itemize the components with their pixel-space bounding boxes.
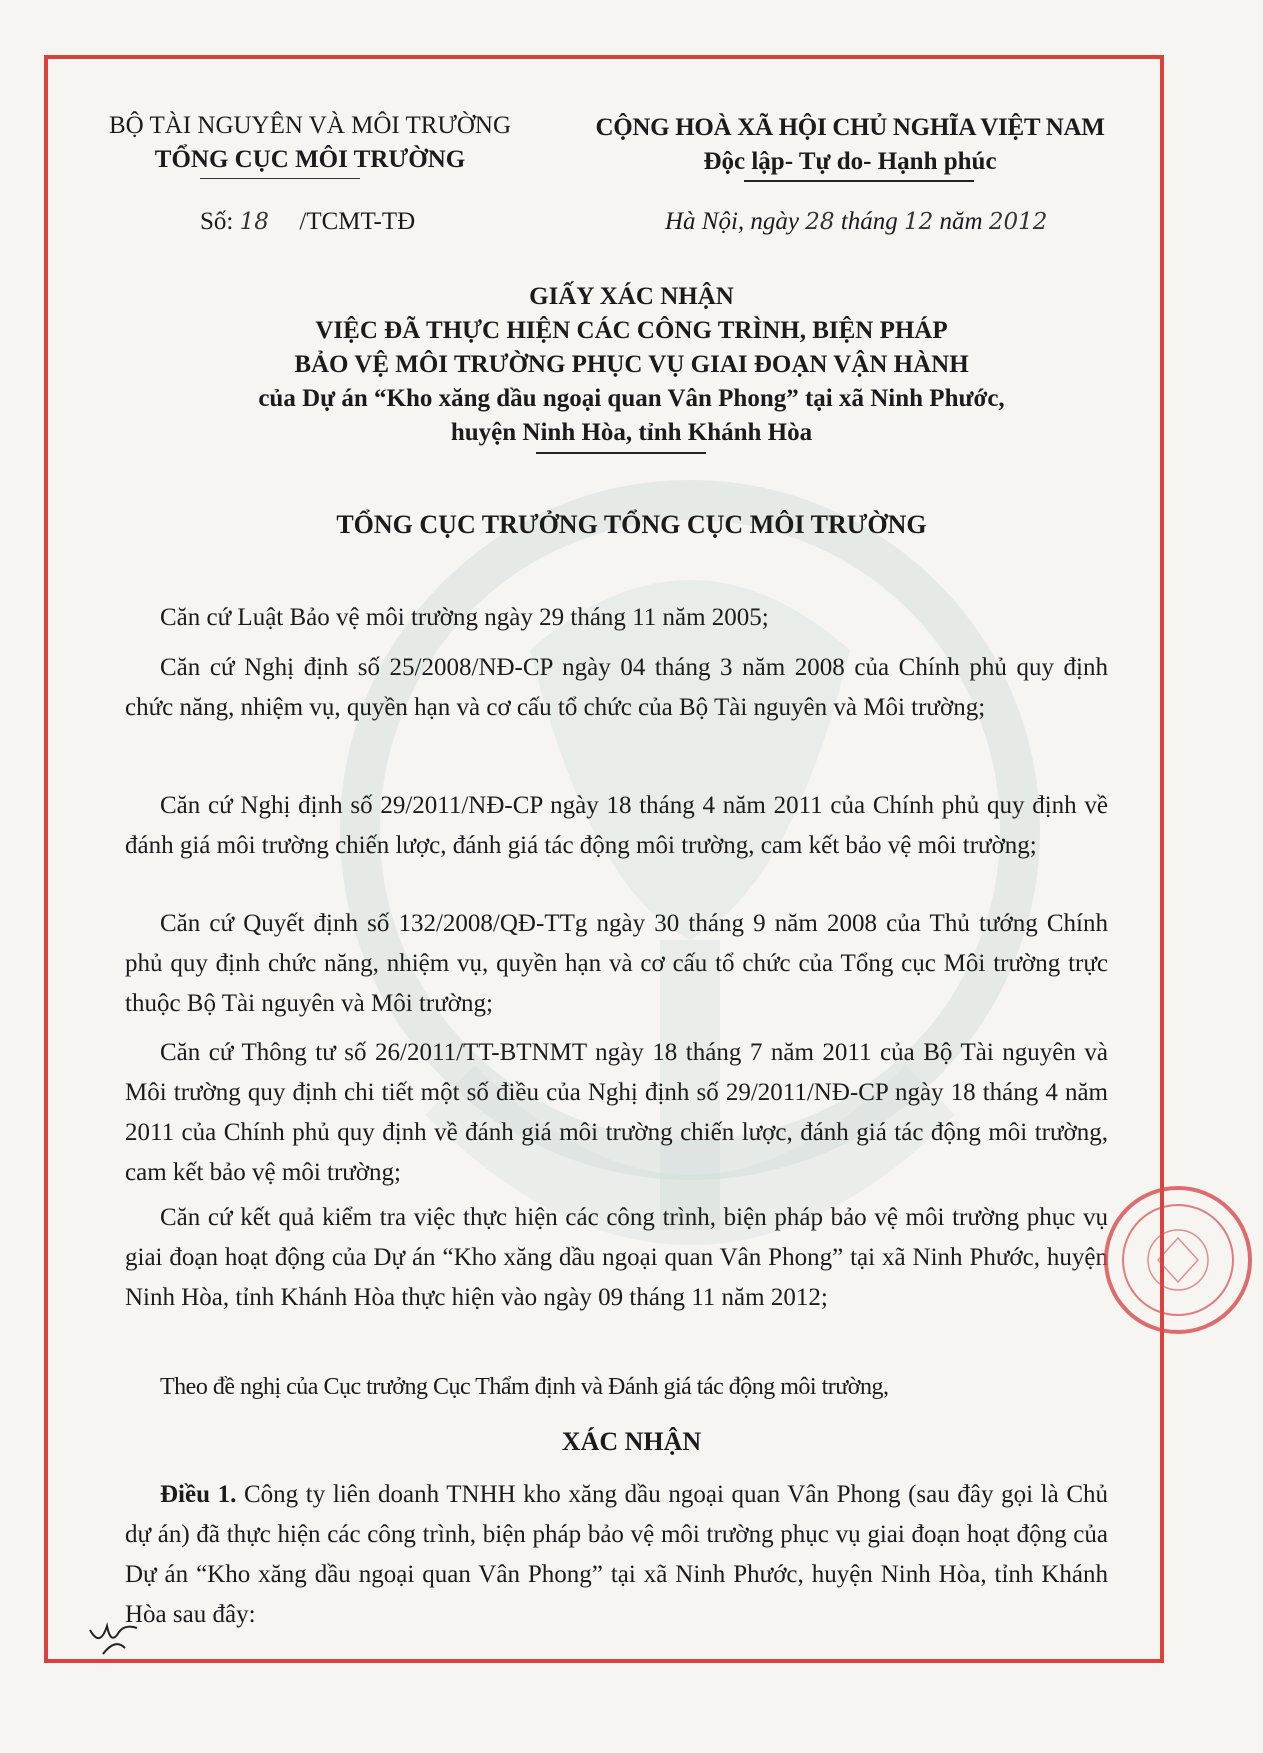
basis-paragraph: Căn cứ Thông tư số 26/2011/TT-BTNMT ngày 18 tháng 7 năm 2011 của Bộ Tài nguyên và Môi trường quy định chi tiết một số điều của Nghị định số 29/2011/NĐ-CP ngày 18 tháng 4 năm 2011 của Chính phủ quy định về đánh giá môi trường chiến lược, đánh giá tác động môi trường, cam kết bảo vệ môi trường; [125, 1039, 1108, 1186]
document-date [665, 208, 1047, 236]
date-month-label: tháng [840, 208, 898, 235]
document-number [200, 208, 415, 236]
republic-name: CỘNG HOÀ XÃ HỘI CHỦ NGHĨA VIỆT NAM [595, 114, 1105, 141]
doc-number-handwritten: 18 [239, 209, 269, 235]
article-1-label: Điều 1. [160, 1481, 237, 1508]
basis-paragraph: Căn cứ kết quả kiểm tra việc thực hiện các công trình, biện pháp bảo vệ môi trường phục vụ giai đoạn hoạt động của Dự án “Kho xăng dầu ngoại quan Vân Phong” tại xã Ninh Phước, huyện Ninh Hòa, tỉnh Khánh Hòa thực hiện vào ngày 09 tháng 11 năm 2012; [125, 1204, 1108, 1311]
basis-paragraph: Căn cứ Nghị định số 25/2008/NĐ-CP ngày 04 tháng 3 năm 2008 của Chính phủ quy định chức năng, nhiệm vụ, quyền hạn và cơ cấu tổ chức của Bộ Tài nguyên và Môi trường; [125, 654, 1108, 721]
agency-underline [200, 178, 360, 179]
doc-number-prefix: Số: [200, 208, 234, 235]
basis-paragraph: Căn cứ Luật Bảo vệ môi trường ngày 29 tháng 11 năm 2005; [160, 604, 769, 631]
title-underline [536, 452, 706, 454]
issuing-authority: TỔNG CỤC TRƯỞNG TỔNG CỤC MÔI TRƯỜNG [336, 510, 927, 539]
agency-name: TỔNG CỤC MÔI TRƯỜNG [154, 146, 466, 173]
confirm-heading: XÁC NHẬN [561, 1427, 702, 1456]
date-day: 28 [805, 209, 835, 235]
basis-paragraph: Căn cứ Quyết định số 132/2008/QĐ-TTg ngày 30 tháng 9 năm 2008 của Thủ tướng Chính phủ quy định chức năng, nhiệm vụ, quyền hạn và cơ cấu tổ chức của Tổng cục Môi trường trực thuộc Bộ Tài nguyên và Môi trường; [125, 910, 1108, 1017]
motto-underline [744, 180, 974, 182]
title-line-3: BẢO VỆ MÔI TRƯỜNG PHỤC VỤ GIAI ĐOẠN VẬN HÀNH [294, 351, 969, 378]
title-line-4: của Dự án “Kho xăng dầu ngoại quan Vân Phong” tại xã Ninh Phước, [258, 385, 1005, 412]
handwritten-initials [85, 1618, 145, 1658]
date-year-label: năm [939, 208, 983, 235]
article-1 [125, 1475, 1108, 1635]
date-month: 12 [904, 209, 934, 235]
ministry-name: BỘ TÀI NGUYÊN VÀ MÔI TRƯỜNG [108, 112, 512, 139]
date-year: 2012 [988, 209, 1048, 235]
date-place: Hà Nội, ngày [665, 208, 800, 235]
title-line-1: GIẤY XÁC NHẬN [529, 283, 734, 310]
basis-paragraph: Căn cứ Nghị định số 29/2011/NĐ-CP ngày 18 tháng 4 năm 2011 của Chính phủ quy định về đánh giá môi trường chiến lược, đánh giá tác động môi trường, cam kết bảo vệ môi trường; [125, 792, 1108, 859]
proposal-line: Theo đề nghị của Cục trưởng Cục Thẩm định và Đánh giá tác động môi trường, [160, 1374, 889, 1400]
national-motto: Độc lập- Tự do- Hạnh phúc [703, 148, 997, 175]
doc-number-suffix: /TCMT-TĐ [299, 208, 416, 235]
article-1-text: Công ty liên doanh TNHH kho xăng dầu ngoại quan Vân Phong (sau đây gọi là Chủ dự án) đã thực hiện các công trình, biện pháp bảo vệ môi trường phục vụ giai đoạn hoạt động của Dự án “Kho xăng dầu ngoại quan Vân Phong” tại xã Ninh Phước, huyện Ninh Hòa, tỉnh Khánh Hòa sau đây: [125, 1481, 1109, 1628]
title-line-5: huyện Ninh Hòa, tỉnh Khánh Hòa [450, 419, 813, 446]
title-line-2: VIỆC ĐÃ THỰC HIỆN CÁC CÔNG TRÌNH, BIỆN PHÁP [315, 317, 948, 344]
